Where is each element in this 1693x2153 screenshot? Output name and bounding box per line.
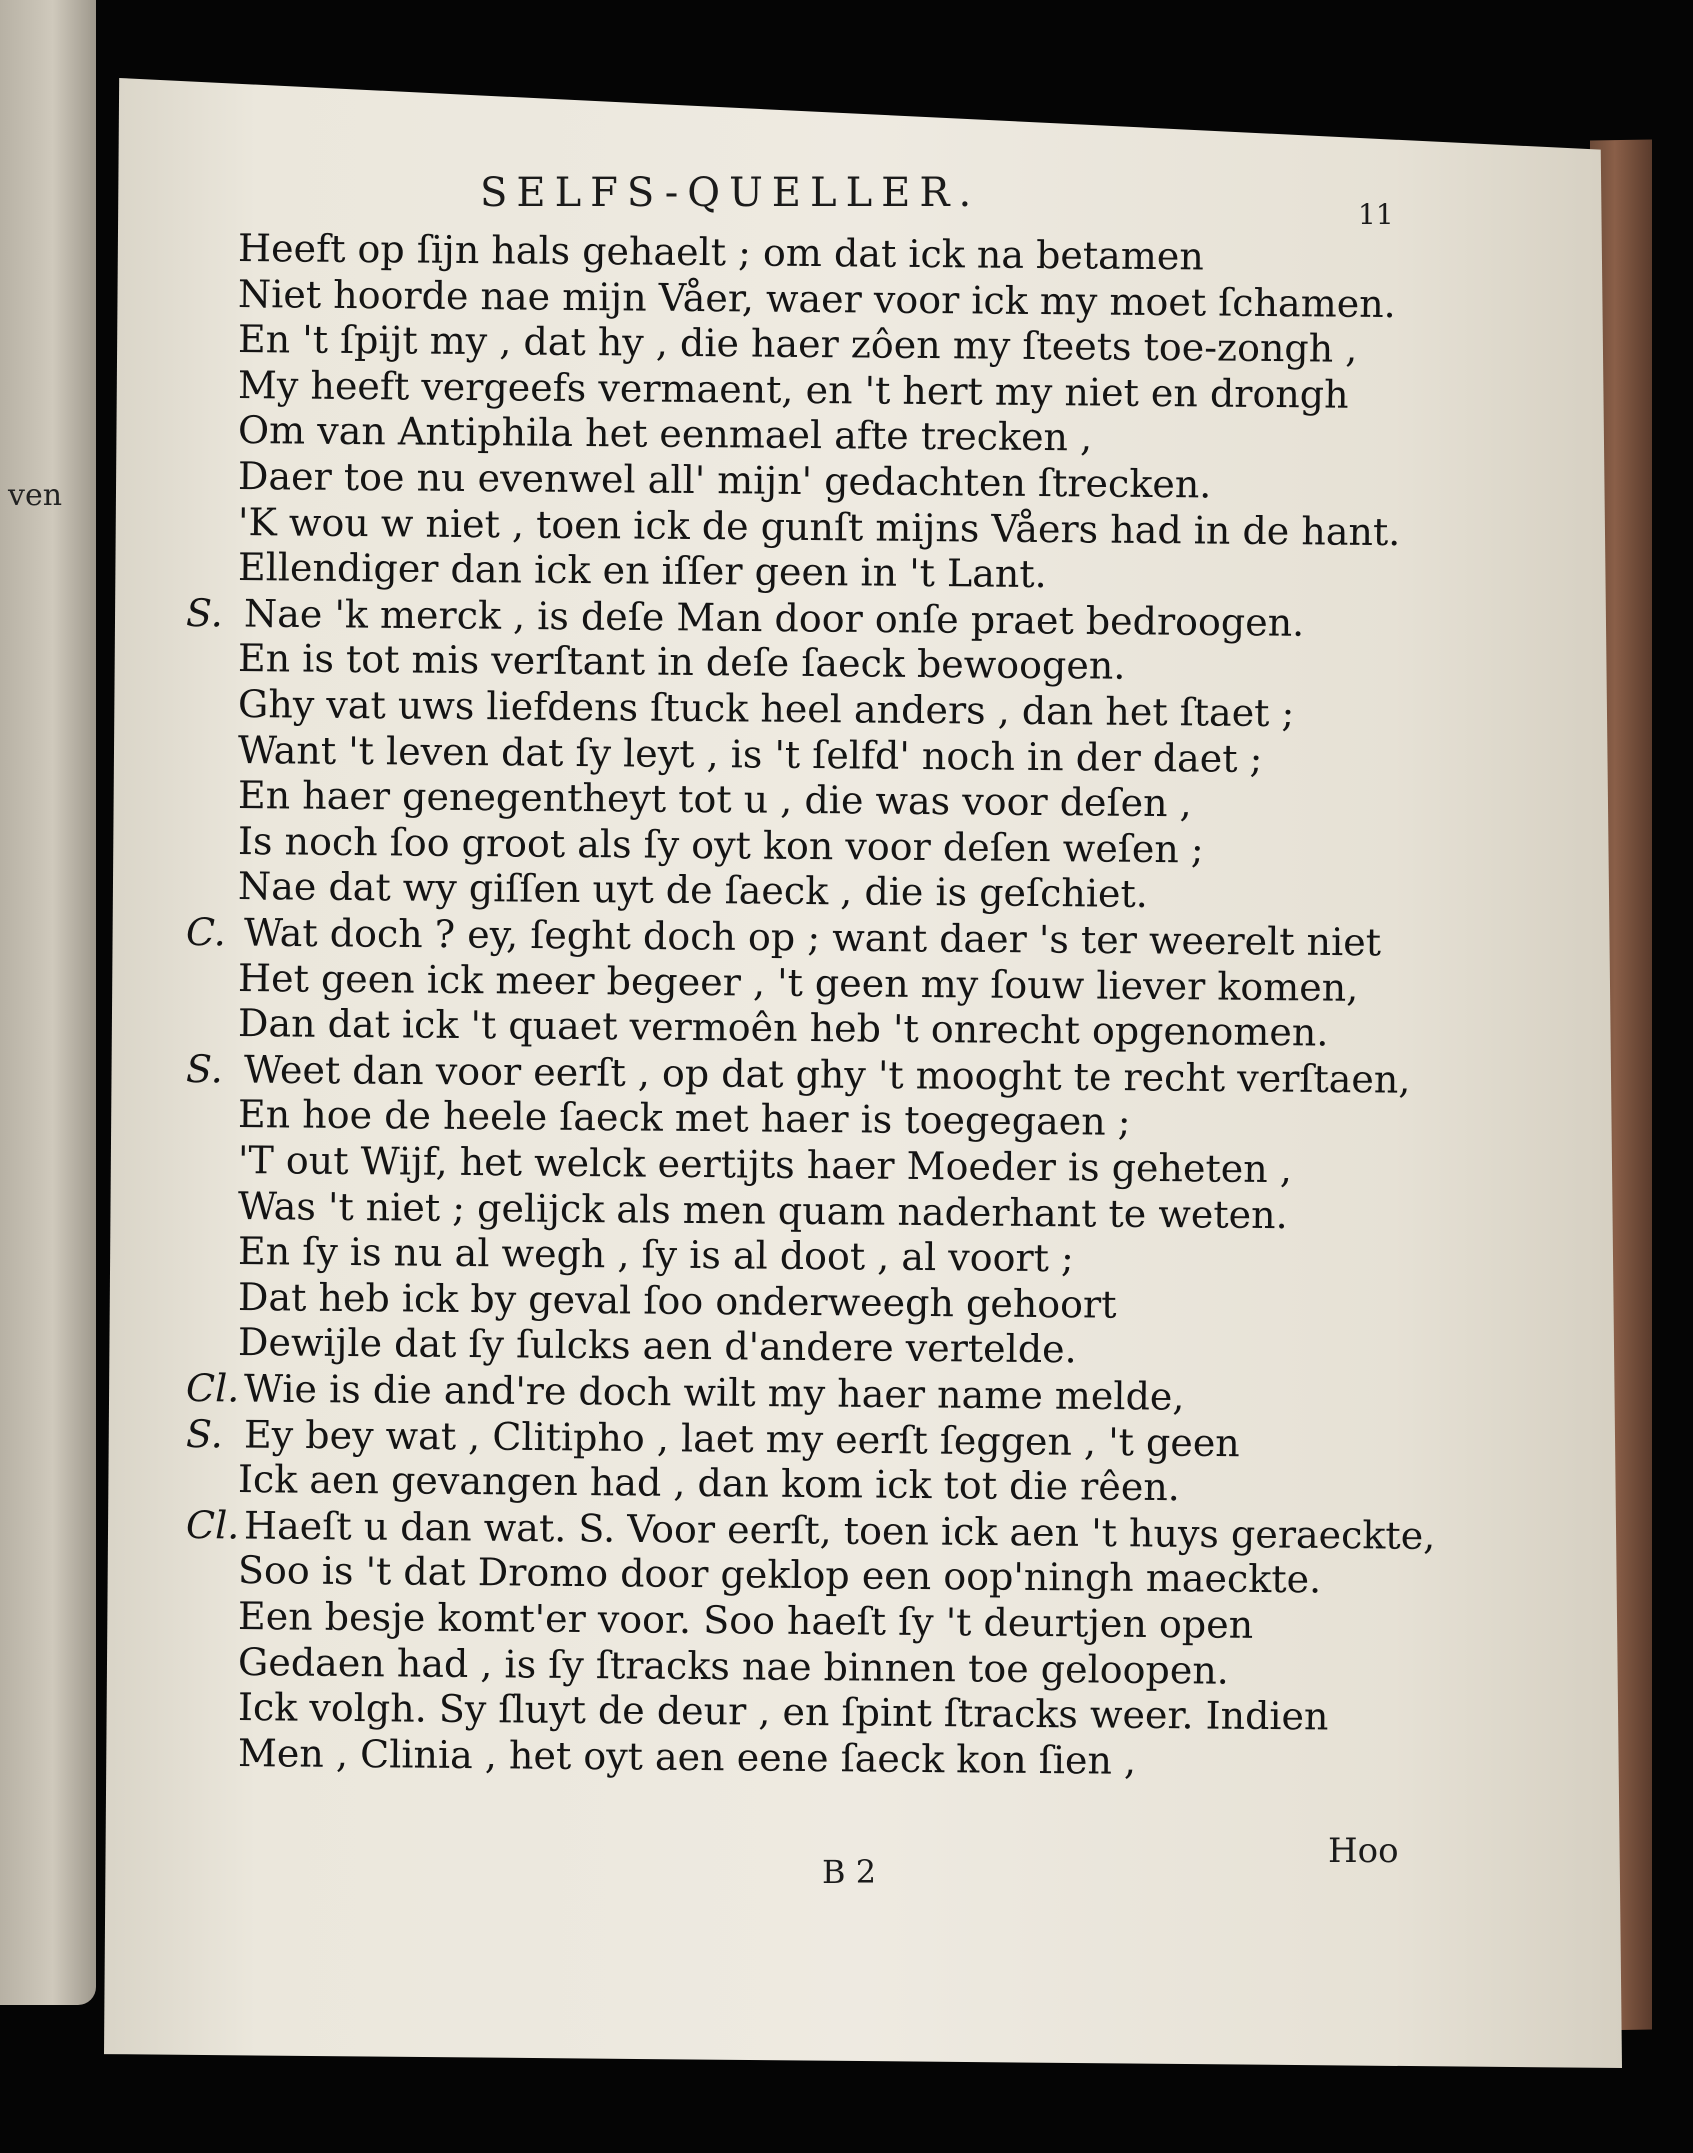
running-title: SELFS-QUELLER. <box>480 170 981 216</box>
verse-line <box>238 1731 1136 1783</box>
verse-line <box>238 728 1263 781</box>
verse-line <box>238 1457 1180 1509</box>
speaker-label: S. <box>185 590 223 636</box>
verse-line <box>238 1138 1292 1191</box>
verse-line <box>238 1184 1288 1237</box>
verse-line-text: Weet dan voor eerſt , op dat ghy 't mooght te recht verſtaen, <box>243 1047 1411 1102</box>
verse-line-text: Niet hoorde nae mijn Våer, waer voor ick my moet ſchamen. <box>237 271 1396 326</box>
verse-line <box>238 363 1349 417</box>
speaker-label: S. <box>185 1411 223 1456</box>
page-number: 11 <box>1358 198 1394 231</box>
verse-line-text: En 't ſpijt my , dat hy , die haer zôen my ſteets toe-zongh , <box>237 317 1358 371</box>
verse-line-text: Ick aen gevangen had , dan kom ick tot die rêen. <box>237 1457 1181 1510</box>
verse-line <box>186 1366 1185 1419</box>
verse-line-text: En ſy is nu al wegh , ſy is al doot , al voort ; <box>237 1229 1075 1281</box>
speaker-label: Cl. <box>185 1366 240 1411</box>
verse-line <box>238 226 1204 278</box>
verse-line <box>186 1412 1240 1465</box>
verse-line <box>238 1092 1131 1144</box>
verse-line-text: Was 't niet ; gelijck als men quam naderhant te weten. <box>237 1183 1288 1237</box>
verse-line-text: En hoe de heele ſaeck met haer is toegegaen ; <box>237 1092 1131 1145</box>
verse-line-text: Soo is 't dat Dromo door geklop een oop'ningh maeckte. <box>237 1548 1322 1602</box>
speaker-label: C. <box>185 910 227 955</box>
verse-line-text: Is noch ſoo groot als ſy oyt kon voor deſen weſen ; <box>237 818 1204 872</box>
verse-line-text: Heeft op ſijn hals gehaelt ; om dat ick na betamen <box>237 226 1205 279</box>
verse-line-text: Ghy vat uws liefdens ſtuck heel anders , dan het ſtaet ; <box>237 682 1295 736</box>
catchword: Hoo <box>1328 1831 1399 1871</box>
verse-line-text: Wie is die and're doch wilt my haer name melde, <box>243 1366 1185 1419</box>
verse-line-text: 'K wou w niet , toen ick de gunſt mijns Våers had in de hant. <box>237 499 1401 554</box>
verse-line-text: Ick volgh. Sy ſluyt de deur , en ſpint ſtracks weer. Indien <box>237 1685 1329 1739</box>
verse-line-text: Men , Clinia , het oyt aen eene ſaeck kon ſien , <box>237 1730 1137 1783</box>
previous-page-edge <box>0 0 96 2005</box>
verse-line <box>238 454 1212 506</box>
verse-line <box>238 545 1047 596</box>
verse-line-text: Dewijle dat ſy ſulcks aen d'andere vertelde. <box>237 1320 1077 1372</box>
verse-line-text: Wat doch ? ey, ſeght doch op ; want daer 's ter weerelt niet <box>243 910 1382 965</box>
verse-line <box>238 1320 1077 1371</box>
verse-line <box>238 956 1359 1010</box>
verse-line-text: Ellendiger dan ick en iſſer geen in 't Lant. <box>237 545 1047 597</box>
verse-line-text: Het geen ick meer begeer , 't geen my ſouw liever komen, <box>237 955 1359 1010</box>
verse-line <box>238 773 1192 825</box>
verse-line <box>238 636 1126 688</box>
verse-line-text: Ey bey wat , Clitipho , laet my eerſt ſeggen , 't geen <box>243 1412 1240 1465</box>
previous-page-fragment: ven <box>8 478 63 513</box>
verse-line <box>238 819 1204 871</box>
verse-line <box>238 1640 1229 1693</box>
verse-line <box>238 408 1093 459</box>
speaker-label: S. <box>185 1046 223 1092</box>
signature-mark: B 2 <box>822 1853 877 1891</box>
verse-line-text: Dat heb ick by geval ſoo onderweegh gehoort <box>237 1274 1117 1327</box>
verse-line-text: Haeſt u dan wat. S. Voor eerſt, toen ick aen 't huys geraeckte, <box>243 1503 1436 1558</box>
verse-line-text: Gedaen had , is ſy ſtracks nae binnen toe geloopen. <box>237 1639 1230 1693</box>
verse-line-text: Nae 'k merck , is deſe Man door onſe praet bedroogen. <box>243 591 1305 645</box>
verse-line-text: En is tot mis verſtant in deſe ſaeck bewoogen. <box>237 636 1126 689</box>
verse-line <box>238 864 1148 916</box>
verse-line-text: My heeft vergeefs vermaent, en 't hert my niet en drongh <box>237 362 1349 417</box>
verse-line-text: 'T out Wijf, het welck eertijts haer Moeder is geheten , <box>237 1138 1293 1192</box>
verse-line <box>238 1594 1254 1647</box>
verse-line-text: Om van Antiphila het eenmael afte trecken , <box>237 408 1093 460</box>
verse-line <box>238 1229 1074 1280</box>
verse-line <box>238 1275 1117 1327</box>
verse-line-text: En haer genegentheyt tot u , die was voor deſen , <box>237 773 1192 826</box>
verse-line-text: Want 't leven dat ſy leyt , is 't ſelfd' noch in der daet ; <box>237 727 1263 781</box>
verse-line <box>238 682 1295 735</box>
verse-line-text: Een besje komt'er voor. Soo haeſt ſy 't deurtjen open <box>237 1594 1254 1647</box>
verse-line-text: Nae dat wy giſſen uyt de ſaeck , die is geſchiet. <box>237 864 1149 917</box>
verse-line-text: Daer toe nu evenwel all' mijn' gedachten ſtrecken. <box>237 454 1212 507</box>
verse-line-text: Dan dat ick 't quaet vermoên heb 't onrecht opgenomen. <box>237 1001 1329 1055</box>
speaker-label: Cl. <box>185 1502 240 1548</box>
